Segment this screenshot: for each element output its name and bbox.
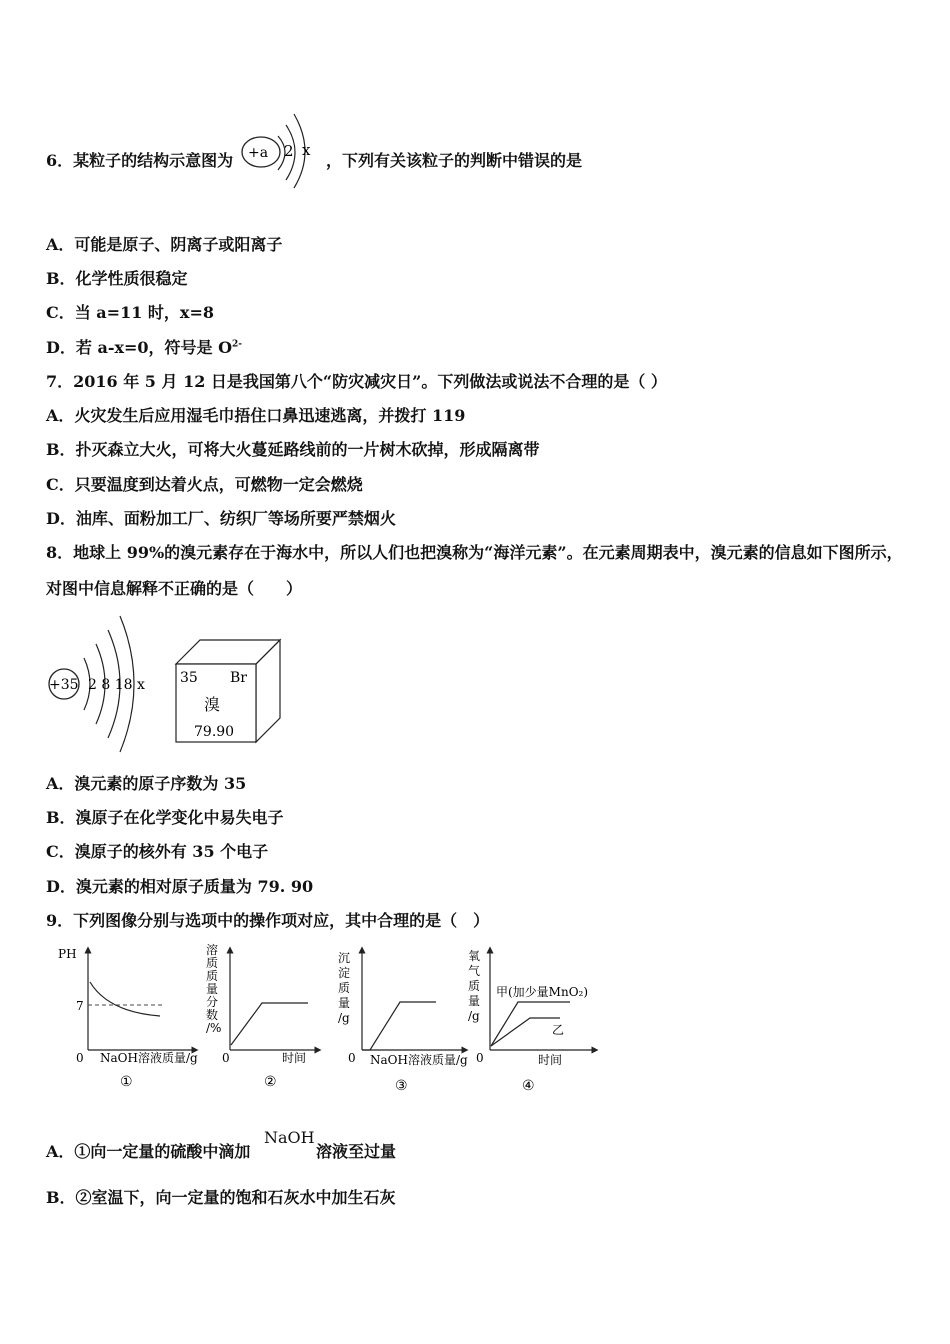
q6-option-b: B．化学性质很稳定 bbox=[46, 269, 188, 288]
q8-option-a: A．溴元素的原子序数为 35 bbox=[46, 774, 247, 793]
q9-graph-4-origin: 0 bbox=[476, 1051, 484, 1065]
q9-graph-2-ylabel: 溶质质量分数/% bbox=[206, 943, 222, 1035]
q9-option-a-post: 溶液至过量 bbox=[316, 1142, 397, 1161]
q8-stem: 8．地球上 99%的溴元素存在于海水中，所以人们也把溴称为“海洋元素”。在元素周期表中，溴元素的信息如下图所示，对图中信息解释不正确的是（ ） bbox=[46, 543, 903, 598]
q9-stem: 9．下列图像分别与选项中的操作项对应，其中合理的是（ ） bbox=[46, 911, 490, 930]
q9-graphs bbox=[50, 940, 610, 1100]
q9-graph-1-ylabel: PH bbox=[58, 947, 77, 961]
q9-graph-4-index: ④ bbox=[522, 1078, 535, 1094]
q8-option-d: D．溴元素的相对原子质量为 79. 90 bbox=[46, 877, 314, 896]
q8-option-c: C．溴原子的核外有 35 个电子 bbox=[46, 842, 269, 861]
q9-graph-3-ylabel: 沉淀质量/g bbox=[338, 951, 351, 1025]
q9-option-b: B．②室温下，向一定量的饱和石灰水中加生石灰 bbox=[46, 1188, 396, 1207]
q6-stem-post: ，下列有关该粒子的判断中错误的是 bbox=[326, 151, 583, 170]
q6-structure-diagram bbox=[240, 108, 330, 190]
q9-graph-4-series-a: 甲(加少量MnO₂) bbox=[496, 985, 589, 999]
q9-graph-4-series-b: 乙 bbox=[552, 1023, 565, 1037]
q9-graph-2-xlabel: 时间 bbox=[282, 1051, 307, 1065]
q9-graph-1-xlabel: NaOH溶液质量/g bbox=[100, 1051, 198, 1065]
q8-option-b: B．溴原子在化学变化中易失电子 bbox=[46, 808, 284, 827]
q9-graph-3-index: ③ bbox=[395, 1078, 408, 1094]
q6-stem-pre: 6．某粒子的结构示意图为 bbox=[46, 151, 234, 170]
q8-element-name: 溴 bbox=[204, 695, 221, 714]
q6-option-d-charge: 2- bbox=[232, 339, 243, 350]
q9-graph-3-origin: 0 bbox=[348, 1051, 356, 1065]
q7-stem: 7．2016 年 5 月 12 日是我国第八个“防灾减灾日”。下列做法或说法不合理的是（ ） bbox=[46, 372, 667, 391]
q8-atom-diagram bbox=[44, 608, 154, 758]
q8-element-card bbox=[170, 636, 285, 748]
q9-graph-1-tick: 7 bbox=[76, 999, 84, 1013]
q9-graph-2 bbox=[206, 942, 318, 1090]
q8-nucleus: +35 bbox=[49, 677, 79, 693]
q9-graph-1-index: ① bbox=[120, 1074, 133, 1090]
q9-graph-1-origin: 0 bbox=[76, 1051, 84, 1065]
q9-graph-2-origin: 0 bbox=[222, 1051, 230, 1065]
q8-element-mass: 79.90 bbox=[194, 724, 235, 740]
q6-option-d-text: D．若 a-x=0，符号是 O bbox=[46, 338, 233, 357]
q9-graph-1 bbox=[58, 947, 198, 1090]
q6-option-a: A．可能是原子、阴离子或阳离子 bbox=[46, 235, 283, 254]
q9-graph-3-xlabel: NaOH溶液质量/g bbox=[370, 1053, 468, 1067]
q6-stem bbox=[46, 151, 233, 171]
q6-shell-2: x bbox=[302, 141, 311, 159]
q6-option-d bbox=[46, 338, 242, 358]
q6-nucleus: +a bbox=[248, 145, 269, 161]
q9-graph-2-index: ② bbox=[264, 1074, 277, 1090]
q9-graph-4-ylabel: 氧气质量/g bbox=[468, 949, 481, 1023]
q7-option-d: D．油库、面粉加工厂、纺织厂等场所要严禁烟火 bbox=[46, 509, 396, 528]
q7-option-c: C．只要温度到达着火点，可燃物一定会燃烧 bbox=[46, 475, 363, 494]
q9-option-a bbox=[46, 1142, 250, 1162]
q9-graph-3 bbox=[338, 950, 468, 1094]
q8-element-number: 35 bbox=[180, 670, 198, 686]
q7-option-a: A．火灾发生后应用湿毛巾捂住口鼻迅速逃离，并拨打 119 bbox=[46, 406, 466, 425]
q6-option-c: C．当 a=11 时，x=8 bbox=[46, 303, 214, 322]
q9-graph-4-xlabel: 时间 bbox=[538, 1053, 563, 1067]
q8-element-symbol: Br bbox=[230, 670, 247, 686]
q8-shells: 2 8 18 x bbox=[88, 677, 145, 693]
q6-shell-1: 2 bbox=[284, 142, 294, 160]
q9-graph-4 bbox=[468, 949, 595, 1094]
q9-option-a-pre: A．①向一定量的硫酸中滴加 bbox=[46, 1142, 251, 1161]
q7-option-b: B．扑灭森立大火，可将大火蔓延路线前的一片树木砍掉，形成隔离带 bbox=[46, 440, 540, 459]
q9-option-a-naoh: NaOH bbox=[264, 1128, 315, 1147]
